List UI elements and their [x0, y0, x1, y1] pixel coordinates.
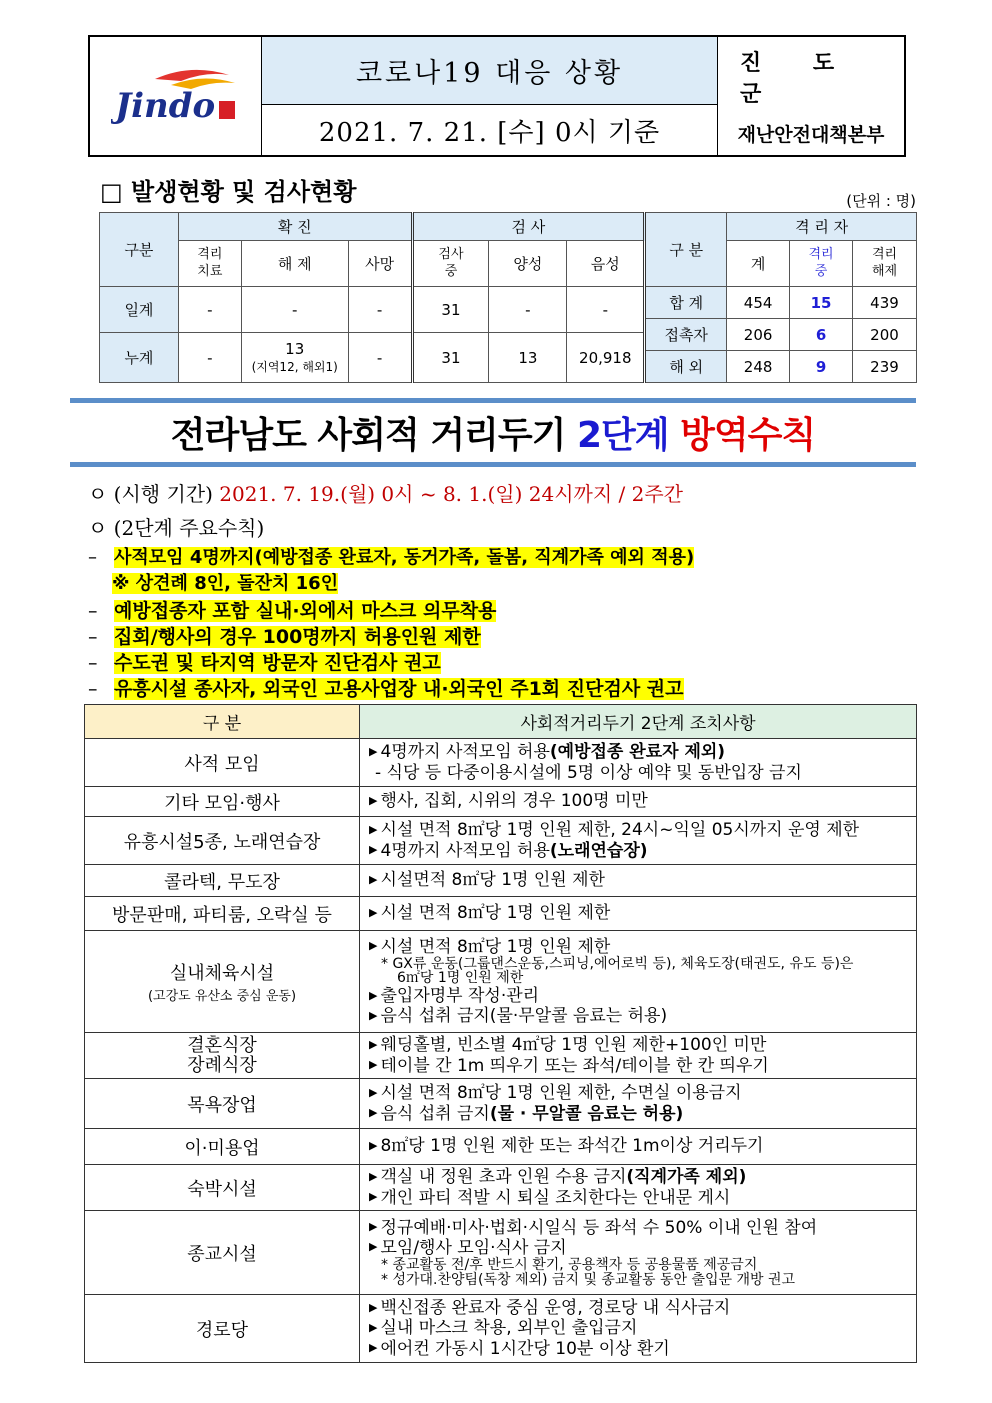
rules-measures: ▶ 시설 면적 8㎡당 1명 인원 제한 * GX류 운동(그룹댄스운동,스피닝,에어로빅 등), 체육도장(태권도, 유도 등)은 6㎡당 1명 인원 제한 ▶ 출입자명부 작성·관리 ▶ 음식 섭취 금지(물·무알콜 음료는 허용) [360, 931, 917, 1033]
rules-measures: ▶ 시설 면적 8㎡당 1명 인원 제한, 수면실 이용금지 ▶ 음식 섭취 금지(물 · 무알콜 음료는 허용) [360, 1079, 917, 1129]
q-row-total: 454 [727, 287, 790, 319]
release-header: 해 제 [241, 241, 348, 287]
rules-measures: ▶ 4명까지 사적모임 허용(예방접종 완료자 제외) - 식당 등 다중이용시설에 5명 이상 예약 및 동반입장 금지 [360, 739, 917, 787]
period-value: 2021. 7. 19.(월) 0시 ~ 8. 1.(일) 24시까지 / 2주간 [219, 482, 683, 506]
rules-category: 결혼식장 장례식장 [85, 1033, 360, 1079]
rules-measures: ▶ 시설 면적 8㎡당 1명 인원 제한 [360, 897, 917, 931]
banner-title [70, 407, 916, 458]
header-box [88, 35, 906, 157]
death-header: 사망 [348, 241, 412, 287]
daily-death: - [348, 287, 412, 333]
cum-isolation: - [178, 333, 241, 383]
rules-table [84, 704, 917, 1363]
rules-measures: ▶ 행사, 집회, 시위의 경우 100명 미만 [360, 787, 917, 817]
rule-text: 예방접종자 포함 실내·외에서 마스크 의무착용 [114, 600, 497, 622]
jindo-logo-icon [111, 61, 241, 131]
banner-part1: 전라남도 사회적 거리두기 [170, 415, 566, 456]
cumulative-label: 누계 [100, 333, 179, 383]
org-dept: 재난안전대책본부 [737, 123, 885, 146]
header-date: 2021. 7. 21. [수] 0시 기준 [318, 117, 661, 148]
rules-measures: ▶ 백신접종 완료자 중심 운영, 경로당 내 식사금지 ▶ 실내 마스크 착용, 외부인 출입금지 ▶ 에어컨 가동시 1시간당 10분 이상 환기 [360, 1295, 917, 1363]
period-prefix: ㅇ (시행 기간) [88, 482, 213, 506]
rule-line: – 유흥시설 종사자, 외국인 고용사업장 내·외국인 주1회 진단검사 권고 [88, 678, 684, 700]
rules-measures: ▶ 정규예배·미사·법회·시일식 등 좌석 수 50% 이내 인원 참여 ▶ 모임/행사 모임·식사 금지 * 종교활동 전/후 반드시 환기, 공용책자 등 공용물품 제공금지 * 성가대.찬양팀(독창 제외) 금지 및 종교활동 동안 출입문 개방 권고 [360, 1211, 917, 1295]
rules-category: 콜라텍, 무도장 [85, 865, 360, 897]
rules-category: 실내체육시설 (고강도 유산소 중심 운동) [85, 931, 360, 1033]
q-row-released: 439 [853, 287, 917, 319]
rules-header-measures: 사회적거리두기 2단계 조치사항 [360, 705, 917, 739]
rules-category: 사적 모임 [85, 739, 360, 787]
positive-header: 양성 [489, 241, 567, 287]
q-row-in: 9 [790, 351, 853, 383]
rules-measures: ▶ 웨딩홀별, 빈소별 4㎡당 1명 인원 제한+100인 미만 ▶ 테이블 간 1m 띄우기 또는 좌석/테이블 한 칸 띄우기 [360, 1033, 917, 1079]
testing-header: 검사 중 [412, 241, 489, 287]
q-row-total: 248 [727, 351, 790, 383]
period-line [88, 478, 683, 507]
section-title: □ 발생현황 및 검사현황 [100, 177, 357, 206]
q-row-in: 6 [790, 319, 853, 351]
q-row-label: 해 외 [645, 351, 727, 383]
q-row-total: 206 [727, 319, 790, 351]
gubun2-header: 구 분 [645, 213, 727, 287]
rule-text: 집회/행사의 경우 100명까지 허용인원 제한 [114, 626, 481, 648]
banner-part2: 2단계 [576, 415, 669, 456]
rules-category: 숙박시설 [85, 1165, 360, 1211]
q-row-label: 접촉자 [645, 319, 727, 351]
rule-line: – 집회/행사의 경우 100명까지 허용인원 제한 [88, 626, 481, 648]
q-in-header: 격리 중 [790, 241, 853, 287]
rules-category: 방문판매, 파티룸, 오락실 등 [85, 897, 360, 931]
cum-negative: 20,918 [567, 333, 645, 383]
main-rules-title: ㅇ (2단계 주요수칙) [88, 516, 265, 540]
q-row-label: 합 계 [645, 287, 727, 319]
q-total-header: 계 [727, 241, 790, 287]
rules-measures: ▶ 8㎡당 1명 인원 제한 또는 좌석간 1m이상 거리두기 [360, 1129, 917, 1165]
q-row-released: 200 [853, 319, 917, 351]
daily-negative: - [567, 287, 645, 333]
rules-category: 종교시설 [85, 1211, 360, 1295]
daily-isolation: - [178, 287, 241, 333]
unit-label: (단위 : 명) [846, 192, 916, 210]
rule-line [112, 569, 338, 595]
isolation-header: 격리 치료 [178, 241, 241, 287]
q-released-header: 격리 해제 [853, 241, 917, 287]
svg-text:Jindo: Jindo [114, 86, 215, 126]
q-row-in: 15 [790, 287, 853, 319]
gubun-header: 구분 [100, 213, 179, 287]
quarantine-header: 격 리 자 [727, 213, 917, 241]
rules-category: 유흥시설5종, 노래연습장 [85, 817, 360, 865]
daily-positive: - [489, 287, 567, 333]
header-title: 코로나19 대응 상황 [262, 37, 717, 105]
divider [70, 398, 916, 403]
cum-release-cell [241, 333, 348, 383]
cum-release-note: (지역12, 해외1) [251, 360, 338, 374]
confirmed-header: 확 진 [178, 213, 412, 241]
rules-category: 기타 모임·행사 [85, 787, 360, 817]
status-table [99, 212, 917, 383]
rules-category: 이·미용업 [85, 1129, 360, 1165]
cum-positive: 13 [489, 333, 567, 383]
rule-line: – 사적모임 4명까지(예방접종 완료자, 동거가족, 돌봄, 직계가족 예외 적용) [88, 547, 695, 568]
rule-text: ※ 상견례 8인, 돌잔치 16인 [112, 573, 339, 594]
rules-header-category: 구 분 [85, 705, 360, 739]
org-name: 진 도 군 [740, 49, 857, 107]
rules-measures: ▶ 시설면적 8㎡당 1명 인원 제한 [360, 865, 917, 897]
rule-line: – 수도권 및 타지역 방문자 진단검사 권고 [88, 652, 441, 674]
rules-category: 목욕장업 [85, 1079, 360, 1129]
q-row-released: 239 [853, 351, 917, 383]
rule-text: 수도권 및 타지역 방문자 진단검사 권고 [114, 652, 441, 674]
negative-header: 음성 [567, 241, 645, 287]
rules-category: 경로당 [85, 1295, 360, 1363]
rules-measures: ▶ 시설 면적 8㎡당 1명 인원 제한, 24시~익일 05시까지 운영 제한 ▶ 4명까지 사적모임 허용(노래연습장) [360, 817, 917, 865]
divider [70, 462, 916, 467]
test-header: 검 사 [412, 213, 645, 241]
cum-release: 13 [285, 340, 305, 358]
logo [90, 37, 262, 155]
rule-text: 사적모임 4명까지(예방접종 완료자, 동거가족, 돌봄, 직계가족 예외 적용) [114, 547, 695, 568]
cum-death: - [348, 333, 412, 383]
cum-testing: 31 [412, 333, 489, 383]
rule-line: – 예방접종자 포함 실내·외에서 마스크 의무착용 [88, 600, 497, 622]
daily-testing: 31 [412, 287, 489, 333]
rules-measures: ▶ 객실 내 정원 초과 인원 수용 금지(직계가족 제외) ▶ 개인 파티 적발 시 퇴실 조치한다는 안내문 게시 [360, 1165, 917, 1211]
rule-text: 유흥시설 종사자, 외국인 고용사업장 내·외국인 주1회 진단검사 권고 [114, 678, 684, 700]
banner-part3: 방역수칙 [680, 415, 816, 456]
daily-label: 일계 [100, 287, 179, 333]
daily-release: - [241, 287, 348, 333]
